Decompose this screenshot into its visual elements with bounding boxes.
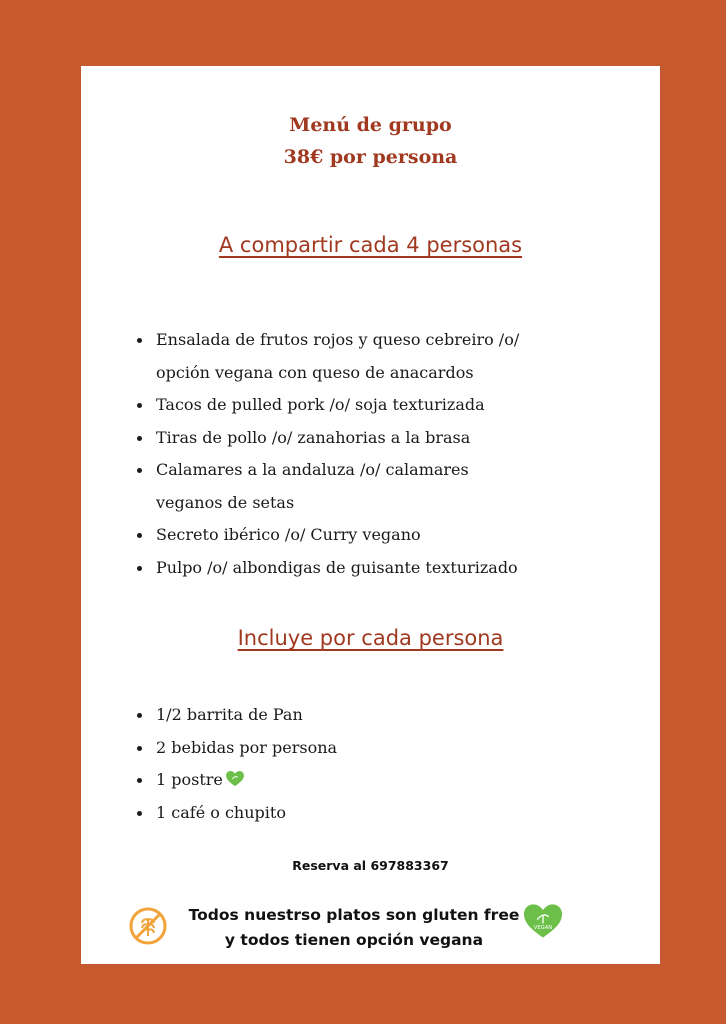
list-item: 1 café o chupito xyxy=(135,797,635,830)
list-item: Tiras de pollo /o/ zanahorias a la brasa xyxy=(135,422,635,455)
list-item: Secreto ibérico /o/ Curry vegano xyxy=(135,519,635,552)
reservation-phone: Reserva al 697883367 xyxy=(292,858,449,873)
list-item: 2 bebidas por persona xyxy=(135,732,635,765)
list-item: Calamares a la andaluza /o/ calamares veganos de setas xyxy=(135,454,635,519)
include-items-list xyxy=(135,699,635,829)
menu-price: 38€ por persona xyxy=(283,146,458,168)
vegan-heart-small-icon xyxy=(226,771,244,787)
list-item: Tacos de pulled pork /o/ soja texturizada xyxy=(135,389,635,422)
list-item: 1 postre xyxy=(135,764,635,797)
include-section-heading: Incluye por cada persona xyxy=(237,626,504,650)
menu-title: Menú de grupo xyxy=(289,114,452,136)
list-item: Pulpo /o/ albondigas de guisante texturizado xyxy=(135,552,635,585)
list-item: Ensalada de frutos rojos y queso cebreiro /o/ opción vegana con queso de anacardos xyxy=(135,324,635,389)
vegan-heart-icon xyxy=(524,904,562,939)
share-section-heading: A compartir cada 4 personas xyxy=(218,233,523,257)
list-item: 1/2 barrita de Pan xyxy=(135,699,635,732)
menu-card xyxy=(81,66,660,964)
gluten-free-icon xyxy=(128,906,168,946)
footer-note: Todos nuestrso platos son gluten free y todos tienen opción vegana xyxy=(188,906,520,949)
share-items-list xyxy=(135,324,635,584)
svg-text:VEGAN: VEGAN xyxy=(533,925,553,932)
